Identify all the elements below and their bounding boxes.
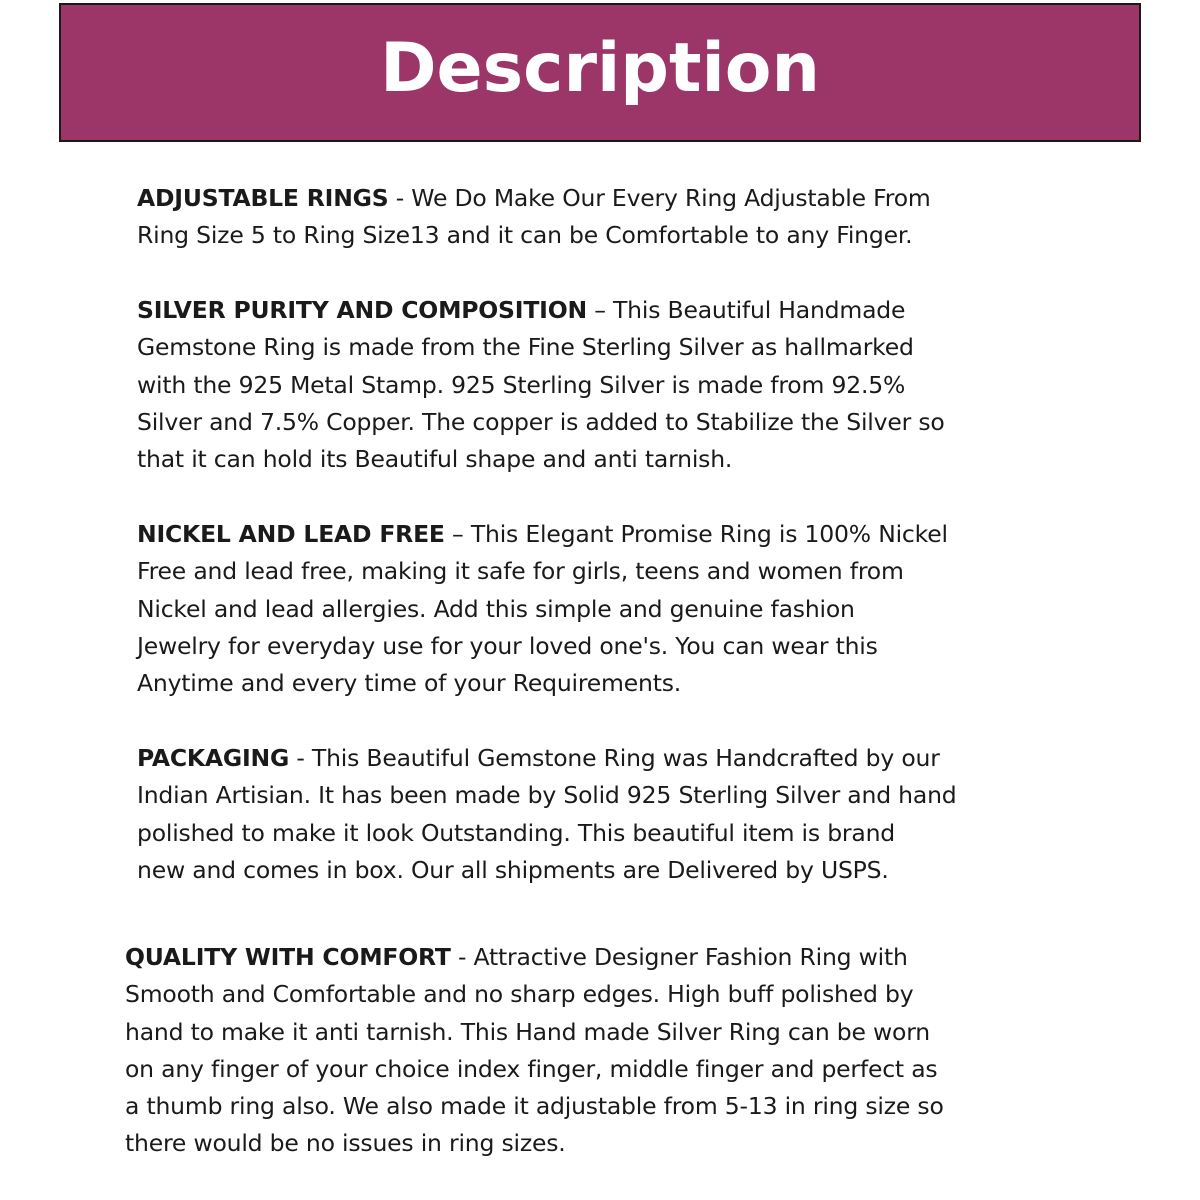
section-line: Indian Artisian. It has been made by Solid 925 Sterling Silver and hand [137,781,957,810]
page-title: Description [380,28,820,108]
section-line: Smooth and Comfortable and no sharp edges. High buff polished by [125,980,914,1009]
section-silver-purity [137,292,945,478]
section-heading: QUALITY WITH COMFORT [125,943,451,971]
description-banner [59,3,1141,142]
section-heading: SILVER PURITY AND COMPOSITION [137,296,587,324]
section-line: new and comes in box. Our all shipments are Delivered by USPS. [137,855,889,884]
section-line: Free and lead free, making it safe for girls, teens and women from [137,557,904,586]
section-first-line [137,292,945,329]
section-line: hand to make it anti tarnish. This Hand made Silver Ring can be worn [125,1017,930,1046]
section-line: a thumb ring also. We also made it adjustable from 5-13 in ring size so [125,1092,944,1121]
section-quality-comfort [125,939,944,1163]
section-adjustable-rings [137,180,931,255]
section-lead-text: – This Beautiful Handmade [586,296,906,324]
section-line: there would be no issues in ring sizes. [125,1129,566,1158]
section-first-line [137,516,948,553]
section-line: Nickel and lead allergies. Add this simple and genuine fashion [137,594,855,623]
section-heading: PACKAGING [137,744,290,772]
section-line: Silver and 7.5% Copper. The copper is added to Stabilize the Silver so [137,407,945,436]
section-lead-text: - We Do Make Our Every Ring Adjustable From [388,184,931,212]
section-first-line [137,740,957,777]
section-line: with the 925 Metal Stamp. 925 Sterling Silver is made from 92.5% [137,370,906,399]
section-lead-text: - Attractive Designer Fashion Ring with [450,943,908,971]
section-heading: NICKEL AND LEAD FREE [137,520,445,548]
section-line: that it can hold its Beautiful shape and anti tarnish. [137,445,733,474]
section-line: Gemstone Ring is made from the Fine Sterling Silver as hallmarked [137,333,914,362]
section-nickel-lead-free [137,516,948,702]
section-lead-text: - This Beautiful Gemstone Ring was Handcrafted by our [289,744,940,772]
section-packaging [137,740,957,889]
section-lead-text: – This Elegant Promise Ring is 100% Nickel [444,520,948,548]
section-first-line [137,180,931,217]
section-line: polished to make it look Outstanding. This beautiful item is brand [137,818,895,847]
section-line: on any finger of your choice index finger, middle finger and perfect as [125,1054,938,1083]
section-line: Ring Size 5 to Ring Size13 and it can be Comfortable to any Finger. [137,221,913,250]
section-line: Anytime and every time of your Requirements. [137,669,682,698]
section-line: Jewelry for everyday use for your loved one's. You can wear this [137,631,878,660]
section-heading: ADJUSTABLE RINGS [137,184,389,212]
section-first-line [125,939,944,976]
